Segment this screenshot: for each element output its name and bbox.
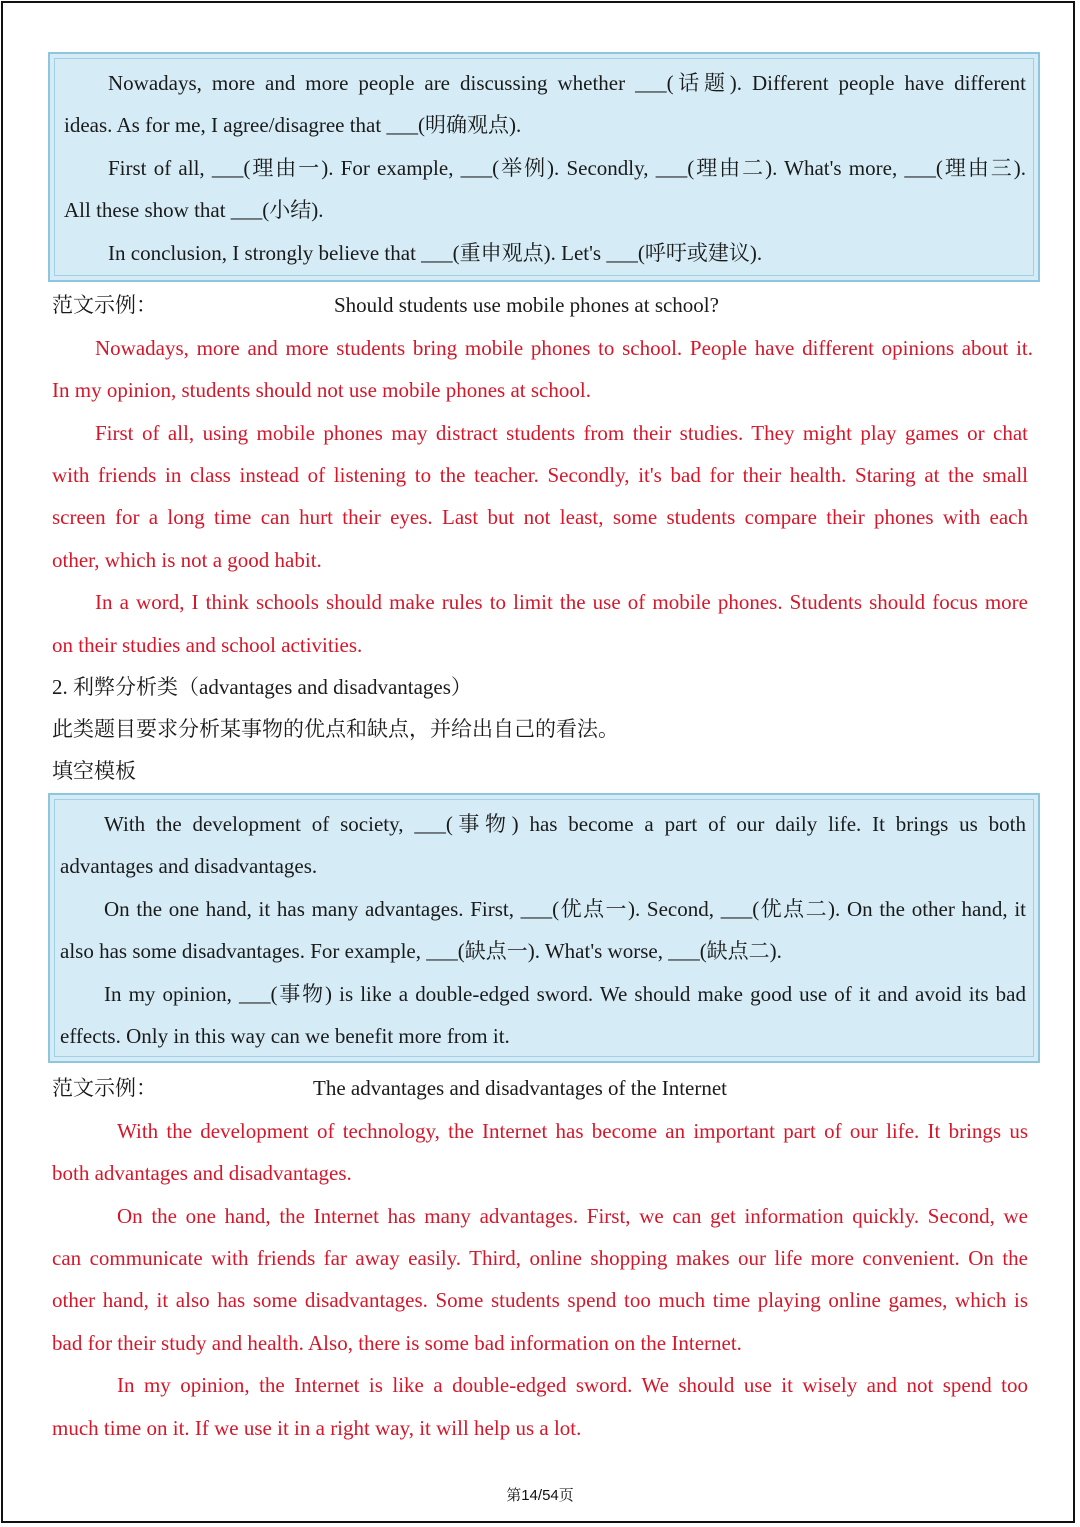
- sample-1-label: 范文示例：: [52, 293, 157, 317]
- sample-2-label: 范文示例：: [52, 1076, 157, 1100]
- sample-2-line: On the one hand, the Internet has many advantages. First, we can get information quickly. Second, we: [117, 1204, 1028, 1228]
- template-1-line: In conclusion, I strongly believe that ___(重申观点). Let's ___(呼吁或建议).: [108, 241, 763, 265]
- sample-1-line: with friends in class instead of listening to the teacher. Secondly, it's bad for their health. Staring at the small: [52, 463, 1028, 487]
- sample-2-line: much time on it. If we use it in a right way, it will help us a lot.: [52, 1416, 582, 1440]
- sample-1-line: In my opinion, students should not use mobile phones at school.: [52, 378, 591, 402]
- template-1-line: ideas. As for me, I agree/disagree that ___(明确观点).: [64, 113, 522, 137]
- sample-2-line: other hand, it also has some disadvantages. Some students spend too much time playing online games, which is: [52, 1288, 1028, 1312]
- section-2-heading: 2. 利弊分析类（advantages and disadvantages）: [52, 675, 472, 699]
- template-label: 填空模板: [52, 759, 136, 783]
- page-number: 第14/54页: [506, 1487, 574, 1504]
- sample-1-line: Nowadays, more and more students bring mobile phones to school. People have different opinions about it.: [95, 336, 1033, 360]
- sample-1-line: on their studies and school activities.: [52, 633, 363, 657]
- sample-2-line: both advantages and disadvantages.: [52, 1161, 352, 1185]
- sample-1-title: Should students use mobile phones at school?: [334, 293, 719, 317]
- template-2-line: In my opinion, ___(事物) is like a double-edged sword. We should make good use of it and avoid its bad: [104, 982, 1026, 1006]
- sample-2-line: can communicate with friends far away easily. Third, online shopping makes our life more convenient. On the: [52, 1246, 1028, 1270]
- template-2-line: effects. Only in this way can we benefit more from it.: [60, 1024, 510, 1048]
- template-2-line: On the one hand, it has many advantages. First, ___(优点一). Second, ___(优点二). On the other hand, it: [104, 897, 1026, 921]
- sample-1-line: screen for a long time can hurt their eyes. Last but not least, some students compare their phones with each: [52, 505, 1028, 529]
- sample-1-line: First of all, using mobile phones may distract students from their studies. They might play games or chat: [95, 421, 1028, 445]
- sample-1-line: In a word, I think schools should make rules to limit the use of mobile phones. Students should focus more: [95, 590, 1028, 614]
- template-1-line: All these show that ___(小结).: [64, 198, 324, 222]
- template-2-line: advantages and disadvantages.: [60, 854, 318, 878]
- template-1-line: First of all, ___(理由一). For example, ___(举例). Secondly, ___(理由二). What's more, ___(理由三).: [108, 156, 1026, 180]
- template-2-line: With the development of society, ___(事物) has become a part of our daily life. It brings us both: [104, 812, 1026, 836]
- sample-2-line: With the development of technology, the Internet has become an important part of our life. It brings us: [117, 1119, 1028, 1143]
- sample-2-line: In my opinion, the Internet is like a double-edged sword. We should use it wisely and not spend too: [117, 1373, 1028, 1397]
- section-2-description: 此类题目要求分析某事物的优点和缺点，并给出自己的看法。: [52, 717, 619, 741]
- sample-2-line: bad for their study and health. Also, there is some bad information on the Internet.: [52, 1331, 742, 1355]
- template-2-line: also has some disadvantages. For example, ___(缺点一). What's worse, ___(缺点二).: [60, 939, 782, 963]
- template-1-line: Nowadays, more and more people are discussing whether ___(话题). Different people have different: [108, 71, 1026, 95]
- sample-2-title: The advantages and disadvantages of the Internet: [313, 1076, 728, 1100]
- sample-1-line: other, which is not a good habit.: [52, 548, 322, 572]
